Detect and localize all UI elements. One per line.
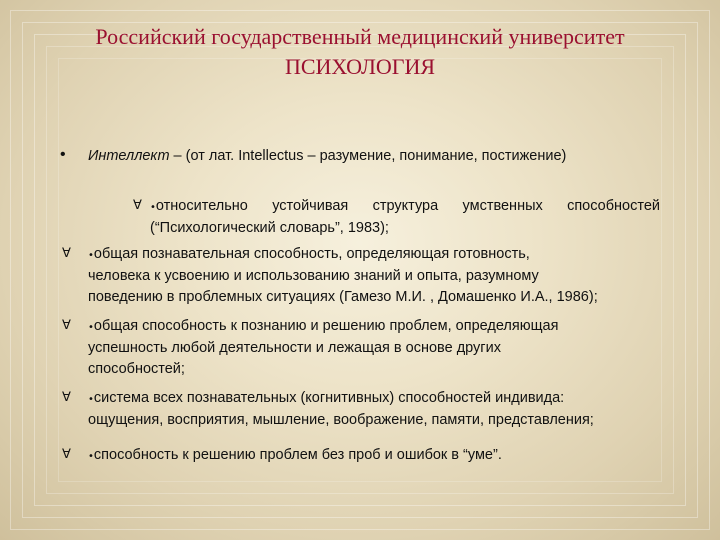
term-intellect: Интеллект: [88, 148, 170, 164]
definition-text-line: ощущения, восприятия, мышление, воображение, памяти, представления;: [88, 412, 594, 428]
definition-text-line: общая способность к познанию и решению проблем, определяющая: [93, 318, 559, 334]
bullet-dot-icon: •: [60, 146, 66, 163]
definition-text-line: способностей;: [88, 361, 185, 377]
forall-bullet-icon: ∀: [62, 447, 71, 462]
definition-item: [150, 196, 660, 239]
forall-bullet-icon: ∀: [133, 198, 142, 213]
definition-text-line: общая познавательная способность, определяющая готовность,: [93, 246, 530, 262]
definition-heading: [88, 146, 566, 167]
bullet-glyph-icon: •: [88, 394, 94, 405]
title-line-subject: ПСИХОЛОГИЯ: [284, 54, 436, 79]
definition-text-line: человека к усвоению и использованию знаний и опыта, разумному: [88, 268, 539, 284]
forall-bullet-icon: ∀: [62, 318, 71, 333]
definition-text-line: система всех познавательных (когнитивных) способностей индивида:: [93, 390, 565, 406]
forall-bullet-icon: ∀: [62, 246, 71, 261]
forall-bullet-icon: ∀: [62, 390, 71, 405]
definition-item: [88, 445, 658, 467]
bullet-glyph-icon: •: [88, 250, 94, 261]
definition-text-line: поведению в проблемных ситуациях (Гамезо М.И. , Домашенко И.А., 1986);: [88, 289, 598, 305]
bullet-glyph-icon: •: [150, 202, 156, 213]
term-etymology: – (от лат. Intellectus – разумение, понимание, постижение): [169, 148, 567, 164]
definition-item: [88, 316, 658, 380]
definition-text-line: способность к решению проблем без проб и ошибок в “уме”.: [93, 447, 502, 463]
bullet-glyph-icon: •: [88, 322, 94, 333]
bullet-glyph-icon: •: [88, 451, 94, 462]
definition-text: относительно устойчивая структура умственных способностей (“Психологический словарь”, 1983);: [150, 198, 660, 236]
definition-item: [88, 388, 658, 431]
definition-item: [88, 244, 658, 308]
definition-text-line: успешность любой деятельности и лежащая в основе других: [88, 340, 501, 356]
title-line-university: Российский государственный медицинский университет: [95, 24, 625, 49]
